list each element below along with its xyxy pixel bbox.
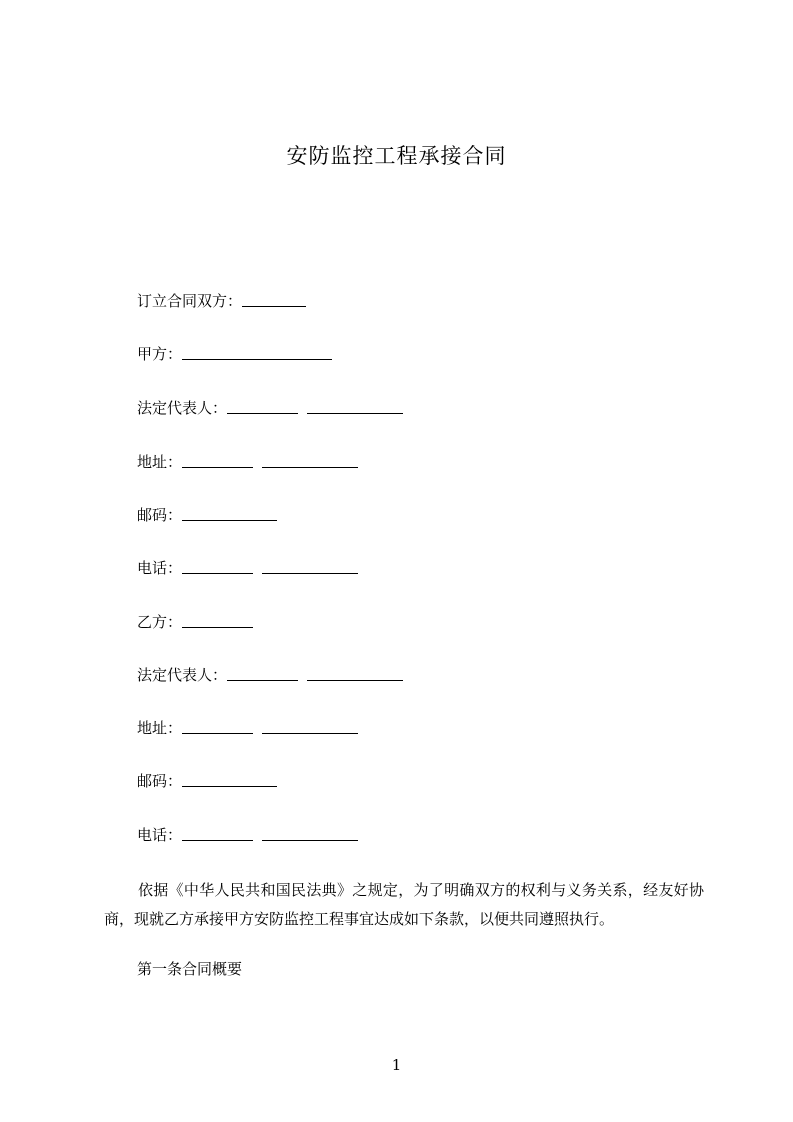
field-label: 地址： (137, 719, 183, 737)
field-label: 邮码： (137, 506, 183, 524)
party-a-address-field (137, 451, 358, 473)
field-label: 订立合同双方： (137, 292, 243, 310)
fill-in-blank (182, 451, 253, 468)
document-title: 安防监控工程承接合同 (286, 144, 507, 168)
fill-in-blank (182, 824, 253, 841)
fill-in-blank (182, 611, 253, 628)
party-a-field (137, 343, 332, 365)
party-a-legal-representative-field (137, 397, 403, 419)
party-a-postcode-field (137, 504, 277, 526)
field-label: 乙方： (137, 613, 183, 631)
field-label: 法定代表人： (137, 399, 228, 417)
intro-paragraph: 依据《中华人民共和国民法典》之规定，为了明确双方的权利与义务关系，经友好协商，现就乙方承接甲方安防监控工程事宜达成如下条款，以便共同遵照执行。 (104, 881, 704, 928)
party-b-phone-field (137, 824, 358, 846)
party-b-legal-representative-field (137, 664, 403, 686)
field-label: 甲方： (137, 345, 183, 363)
field-label: 邮码： (137, 772, 183, 790)
party-b-address-field (137, 717, 358, 739)
fill-in-blank (262, 824, 358, 841)
party-b-field (137, 611, 253, 633)
fill-in-blank (262, 557, 358, 574)
fill-in-blank (227, 664, 298, 681)
fill-in-blank (182, 770, 277, 787)
fill-in-blank (182, 504, 277, 521)
section-heading: 第一条合同概要 (137, 960, 243, 978)
fill-in-blank (307, 664, 403, 681)
party-a-phone-field (137, 557, 358, 579)
fill-in-blank (182, 343, 332, 360)
fill-in-blank (262, 451, 358, 468)
fill-in-blank (182, 557, 253, 574)
fill-in-blank (182, 717, 253, 734)
fill-in-blank (242, 290, 306, 307)
fill-in-blank (227, 397, 298, 414)
contract-parties-field (137, 290, 306, 312)
field-label: 电话： (137, 559, 183, 577)
page-number: 1 (391, 1056, 402, 1074)
fill-in-blank (307, 397, 403, 414)
field-label: 法定代表人： (137, 666, 228, 684)
field-label: 电话： (137, 826, 183, 844)
field-label: 地址： (137, 453, 183, 471)
party-b-postcode-field (137, 770, 277, 792)
fill-in-blank (262, 717, 358, 734)
